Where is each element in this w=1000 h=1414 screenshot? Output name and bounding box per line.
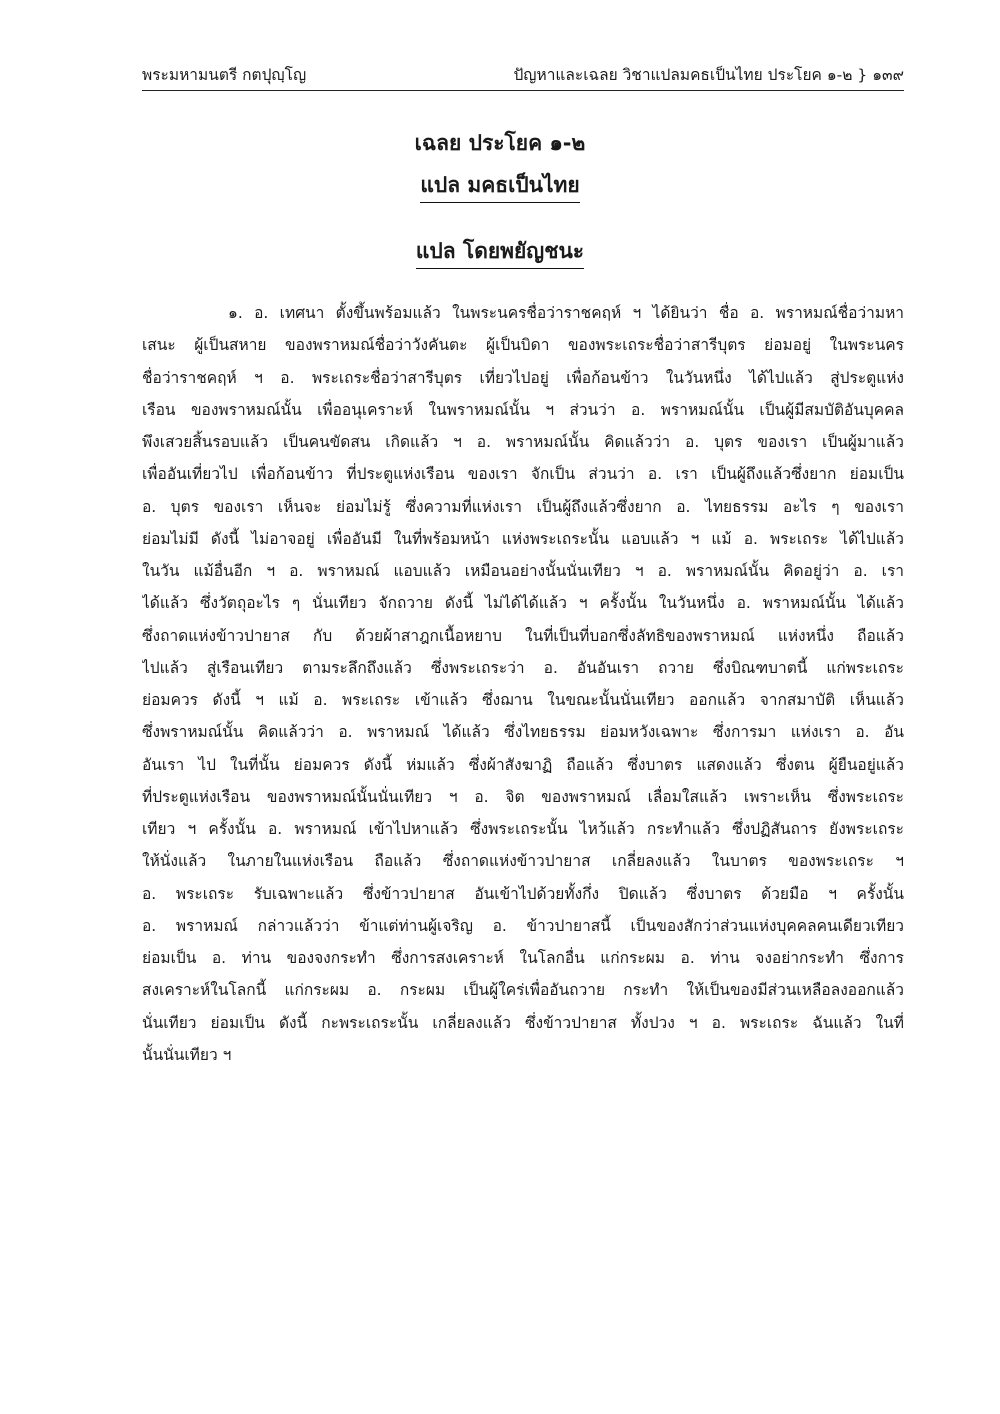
header-author: พระมหามนตรี กตปุญฺโญ [142,66,307,84]
paragraph-line: ย่อมไม่มี ดังนี้ ไม่อาจอยู่ เพื่ออันมี ในที่พร้อมหน้า แห่งพระเถระนั้น แอบแล้ว ฯ แม้ อ. พระเถระ ได้ไปแล้ว [142,529,904,548]
header-book-title-page: ปัญหาและเฉลย วิชาแปลมคธเป็นไทย ประโยค ๑-๒ } ๑๓๙ [513,66,904,84]
paragraph-line: ซึ่งพราหมณ์นั้น คิดแล้วว่า อ. พราหมณ์ ได้แล้ว ซึ่งไทยธรรม ย่อมหวังเฉพาะ ซึ่งการมา แห่งเรา อ. อัน [142,723,904,742]
paragraph-line: เทียว ฯ ครั้งนั้น อ. พราหมณ์ เข้าไปหาแล้ว ซึ่งพระเถระนั้น ไหว้แล้ว กระทำแล้ว ซึ่งปฏิสันถาร ยังพระเถระ [142,820,904,838]
paragraph-line: นั่นเทียว ย่อมเป็น ดังนี้ กะพระเถระนั้น เกลี่ยลงแล้ว ซึ่งข้าวปายาส ทั้งปวง ฯ อ. พระเถระ ฉันแล้ว ในที่ [142,1013,904,1032]
section-title-text: เฉลย ประโยค ๑-๒ [414,131,586,155]
paragraph-line: อันเรา ไป ในที่นั้น ย่อมควร ดังนี้ ห่มแล้ว ซึ่งผ้าสังฆาฏิ ถือแล้ว ซึ่งบาตร แสดงแล้ว ซึ่งตน ผู้ยืนอยู่แล้ว [142,755,904,774]
translation-method-heading [0,236,1000,269]
paragraph-line: ในวัน แม้อื่นอีก ฯ อ. พราหมณ์ แอบแล้ว เหมือนอย่างนั้นนั่นเทียว ฯ อ. พราหมณ์นั้น คิดอยู่ว่า อ. เรา [142,562,904,580]
paragraph-line: ให้นั่งแล้ว ในภายในแห่งเรือน ถือแล้ว ซึ่งถาดแห่งข้าวปายาส เกลี่ยลงแล้ว ในบาตร ของพระเถระ ฯ [142,852,904,871]
paragraph-line: ชื่อว่าราชคฤห์ ฯ อ. พระเถระชื่อว่าสารีบุตร เที่ยวไปอยู่ เพื่อก้อนข้าว ในวันหนึ่ง ได้ไปแล้ว สู่ประตูแห่ง [142,368,904,387]
paragraph-line: สงเคราะห์ในโลกนี้ แก่กระผม อ. กระผม เป็นผู้ใคร่เพื่ออันถวาย กระทำ ให้เป็นของมีส่วนเหลือลงออกแล้ว [142,981,904,1000]
paragraph-line: อ. บุตร ของเรา เห็นจะ ย่อมไม่รู้ ซึ่งความที่แห่งเรา เป็นผู้ถึงแล้วซึ่งยาก อ. ไทยธรรม อะไร ๆ ของเรา [142,497,904,516]
paragraph-line: อ. พระเถระ รับเฉพาะแล้ว ซึ่งข้าวปายาส อันเข้าไปด้วยทั้งกึ่ง ปิดแล้ว ซึ่งบาตร ด้วยมือ ฯ ครั้งนั้น [142,884,904,903]
paragraph-line: อ. พราหมณ์ กล่าวแล้วว่า ข้าแต่ท่านผู้เจริญ อ. ข้าวปายาสนี้ เป็นของสักว่าส่วนแห่งบุคคลคนเดียวเทียว [142,916,904,935]
paragraph-line: ซึ่งถาดแห่งข้าวปายาส กับ ด้วยผ้าสาฎกเนื้อหยาบ ในที่เป็นที่บอกซึ่งลัทธิของพราหมณ์ แห่งหนึ่ง ถือแล้ว [142,626,904,645]
paragraph-line: ๑. อ. เทศนา ตั้งขึ้นพร้อมแล้ว ในพระนครชื่อว่าราชคฤห์ ฯ ได้ยินว่า ชื่อ อ. พราหมณ์ชื่อว่ามหา [228,304,904,322]
paragraph-line: เพื่ออันเที่ยวไป เพื่อก้อนข้าว ที่ประตูแห่งเรือน ของเรา จักเป็น ส่วนว่า อ. เรา เป็นผู้ถึงแล้วซึ่งยาก ย่อมเป็น [142,465,904,484]
running-header [142,62,904,91]
section-subtitle-text: แปล มคธเป็นไทย [420,170,579,203]
paragraph-line: ย่อมควร ดังนี้ ฯ แม้ อ. พระเถระ เข้าแล้ว ซึ่งฌาน ในขณะนั้นนั่นเทียว ออกแล้ว จากสมาบัติ เห็นแล้ว [142,691,904,709]
paragraph-line: ที่ประตูแห่งเรือน ของพราหมณ์นั้นนั่นเทียว ฯ อ. จิต ของพราหมณ์ เลื่อมใสแล้ว เพราะเห็น ซึ่งพระเถระ [142,787,904,806]
paragraph-line: ย่อมเป็น อ. ท่าน ของจงกระทำ ซึ่งการสงเคราะห์ ในโลกอื่น แก่กระผม อ. ท่าน จงอย่ากระทำ ซึ่งการ [142,949,904,967]
paragraph-line: ไปแล้ว สู่เรือนเทียว ตามระลึกถึงแล้ว ซึ่งพระเถระว่า อ. อันอันเรา ถวาย ซึ่งบิณฑบาตนี้ แก่พระเถระ [142,658,904,677]
paragraph-line: ได้แล้ว ซึ่งวัตถุอะไร ๆ นั่นเทียว จักถวาย ดังนี้ ไม่ได้ได้แล้ว ฯ ครั้งนั้น ในวันหนึ่ง อ. พราหมณ์นั้น ได้แล้ว [142,594,904,613]
paragraph-line: เสนะ ผู้เป็นสหาย ของพราหมณ์ชื่อว่าวังคันตะ ผู้เป็นบิดา ของพระเถระชื่อว่าสารีบุตร ย่อมอยู่ ในพระนคร [142,336,904,355]
translation-method-text: แปล โดยพยัญชนะ [416,236,584,269]
paragraph-line: นั้นนั่นเทียว ฯ [142,1045,232,1064]
body-paragraph [142,297,904,1071]
paragraph-line: เรือน ของพราหมณ์นั้น เพื่ออนุเคราะห์ ในพราหมณ์นั้น ฯ ส่วนว่า อ. พราหมณ์นั้น เป็นผู้มีสมบัติอันบุคคล [142,400,904,419]
section-subtitle [0,170,1000,203]
section-title [0,128,1000,158]
paragraph-line: พึงเสวยสิ้นรอบแล้ว เป็นคนขัดสน เกิดแล้ว ฯ อ. พราหมณ์นั้น คิดแล้วว่า อ. บุตร ของเรา เป็นผู้มาแล้ว [142,433,904,451]
